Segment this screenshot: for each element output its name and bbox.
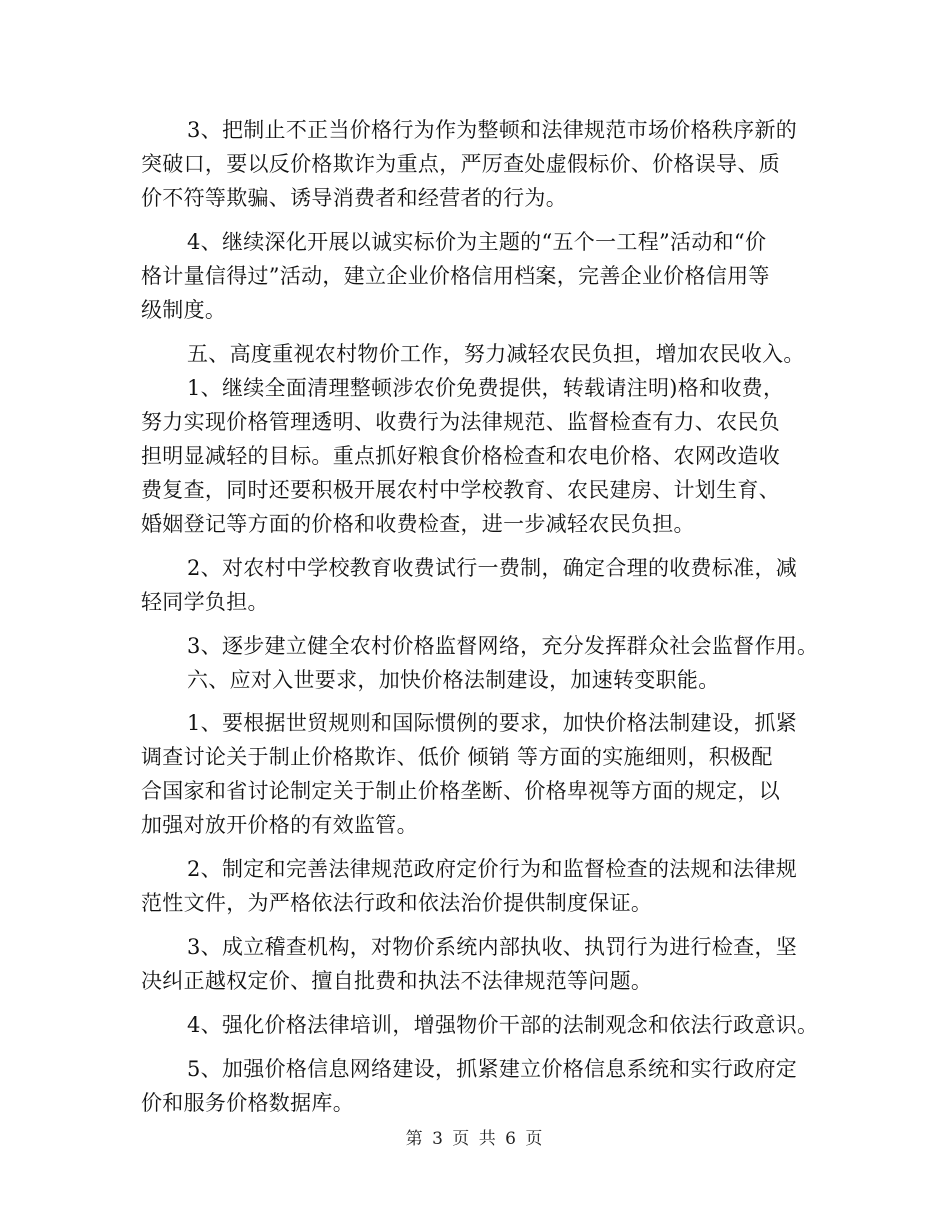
text-line: 调查讨论关于制止价格欺诈、低价 倾销 等方面的实施细则，积极配 xyxy=(141,745,773,769)
text-line: 4、强化价格法律培训，增强物价干部的法制观念和依法行政意识。 xyxy=(187,1013,819,1037)
text-line: 级制度。 xyxy=(141,298,227,322)
text-line: 3、成立稽查机构，对物价系统内部执收、执罚行为进行检查，坚 xyxy=(187,935,798,959)
text-line: 价不符等欺骗、诱导消费者和经营者的行为。 xyxy=(141,186,567,210)
section-heading: 五、高度重视农村物价工作，努力减轻农民负担，增加农民收入。 xyxy=(187,342,805,366)
text-line: 1、继续全面清理整顿涉农价免费提供，转载请注明)格和收费， xyxy=(187,376,785,400)
text-line: 担明显减轻的目标。重点抓好粮食价格检查和农电价格、农网改造收 xyxy=(141,444,780,468)
text-line: 3、逐步建立健全农村价格监督网络，充分发挥群众社会监督作用。 xyxy=(187,634,819,658)
text-line: 范性文件，为严格依法行政和依法治价提供制度保证。 xyxy=(141,891,653,915)
text-line: 5、加强价格信息网络建设，抓紧建立价格信息系统和实行政府定 xyxy=(187,1057,798,1081)
text-line: 价和服务价格数据库。 xyxy=(141,1091,354,1115)
text-line: 加强对放开价格的有效监管。 xyxy=(141,813,418,837)
text-line: 格计量信得过”活动，建立企业价格信用档案，完善企业价格信用等 xyxy=(141,264,770,288)
text-line: 决纠正越权定价、擅自批费和执法不法律规范等问题。 xyxy=(141,969,653,993)
section-heading: 六、应对入世要求，加快价格法制建设，加速转变职能。 xyxy=(187,668,720,692)
text-line: 突破口，要以反价格欺诈为重点，严厉查处虚假标价、价格误导、质 xyxy=(141,152,780,176)
text-line: 费复查，同时还要积极开展农村中学校教育、农民建房、计划生育、 xyxy=(141,478,780,502)
text-line: 3、把制止不正当价格行为作为整顿和法律规范市场价格秩序新的 xyxy=(187,118,798,142)
text-line: 努力实现价格管理透明、收费行为法律规范、监督检查有力、农民负 xyxy=(141,410,780,434)
text-line: 2、制定和完善法律规范政府定价行为和监督检查的法规和法律规 xyxy=(187,857,798,881)
page-number: 第 3 页 共 6 页 xyxy=(405,1129,545,1149)
text-line: 轻同学负担。 xyxy=(141,590,269,614)
text-line: 1、要根据世贸规则和国际惯例的要求，加快价格法制建设，抓紧 xyxy=(187,711,798,735)
text-line: 4、继续深化开展以诚实标价为主题的“五个一工程”活动和“价 xyxy=(187,230,767,254)
text-line: 合国家和省讨论制定关于制止价格垄断、价格卑视等方面的规定，以 xyxy=(141,779,780,803)
text-line: 2、对农村中学校教育收费试行一费制，确定合理的收费标准，减 xyxy=(187,556,798,580)
text-line: 婚姻登记等方面的价格和收费检查，进一步减轻农民负担。 xyxy=(141,512,695,536)
